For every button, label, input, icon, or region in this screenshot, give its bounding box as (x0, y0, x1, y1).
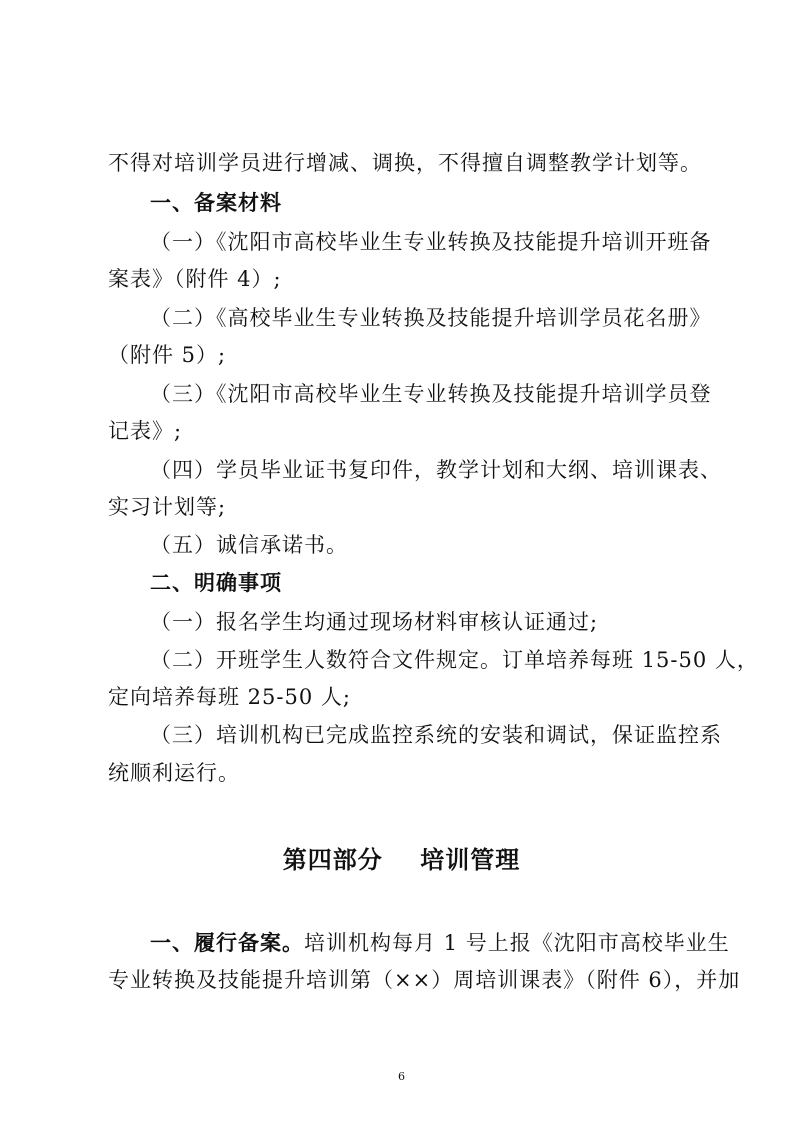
text-line: 案表》（附件 4）; (108, 267, 282, 291)
section-heading-filing-materials: 一、备案材料 (150, 191, 282, 215)
text-line: 定向培养每班 25-50 人; (108, 685, 351, 709)
text-line: 实习计划等; (108, 495, 227, 519)
text-line: （二）《高校毕业生专业转换及技能提升培训学员花名册》 (150, 306, 712, 330)
text-line: （一）《沈阳市高校毕业生专业转换及技能提升培训开班备 (150, 230, 712, 254)
part-title: 第四部分 培训管理 (282, 846, 521, 874)
text-line: 不得对培训学员进行增减、调换，不得擅自调整教学计划等。 (108, 151, 702, 175)
text-line: （五）诚信承诺书。 (150, 533, 348, 557)
text-line: 专业转换及技能提升培训第（××）周培训课表》（附件 6），并加 (108, 968, 741, 992)
text-line: （一）报名学生均通过现场材料审核认证通过; (150, 610, 599, 634)
paragraph-line (150, 930, 730, 956)
text-line: （四）学员毕业证书复印件，教学计划和大纲、培训课表、 (150, 458, 722, 482)
text-line: 记表》; (108, 419, 183, 443)
text-line: （三）培训机构已完成监控系统的安装和调试，保证监控系 (150, 723, 722, 747)
section-heading-clear-items: 二、明确事项 (150, 571, 282, 595)
text-line: （二）开班学生人数符合文件规定。订单培养每班 15-50 人， (150, 648, 759, 672)
text-line: （三）《沈阳市高校毕业生专业转换及技能提升培训学员登 (150, 382, 712, 406)
text-line: 统顺利运行。 (108, 761, 240, 785)
paragraph-text: 培训机构每月 1 号上报《沈阳市高校毕业生 (304, 931, 730, 955)
page-number: 6 (398, 1070, 405, 1083)
paragraph-lead: 一、履行备案。 (150, 931, 304, 955)
text-line: （附件 5）; (108, 343, 227, 367)
